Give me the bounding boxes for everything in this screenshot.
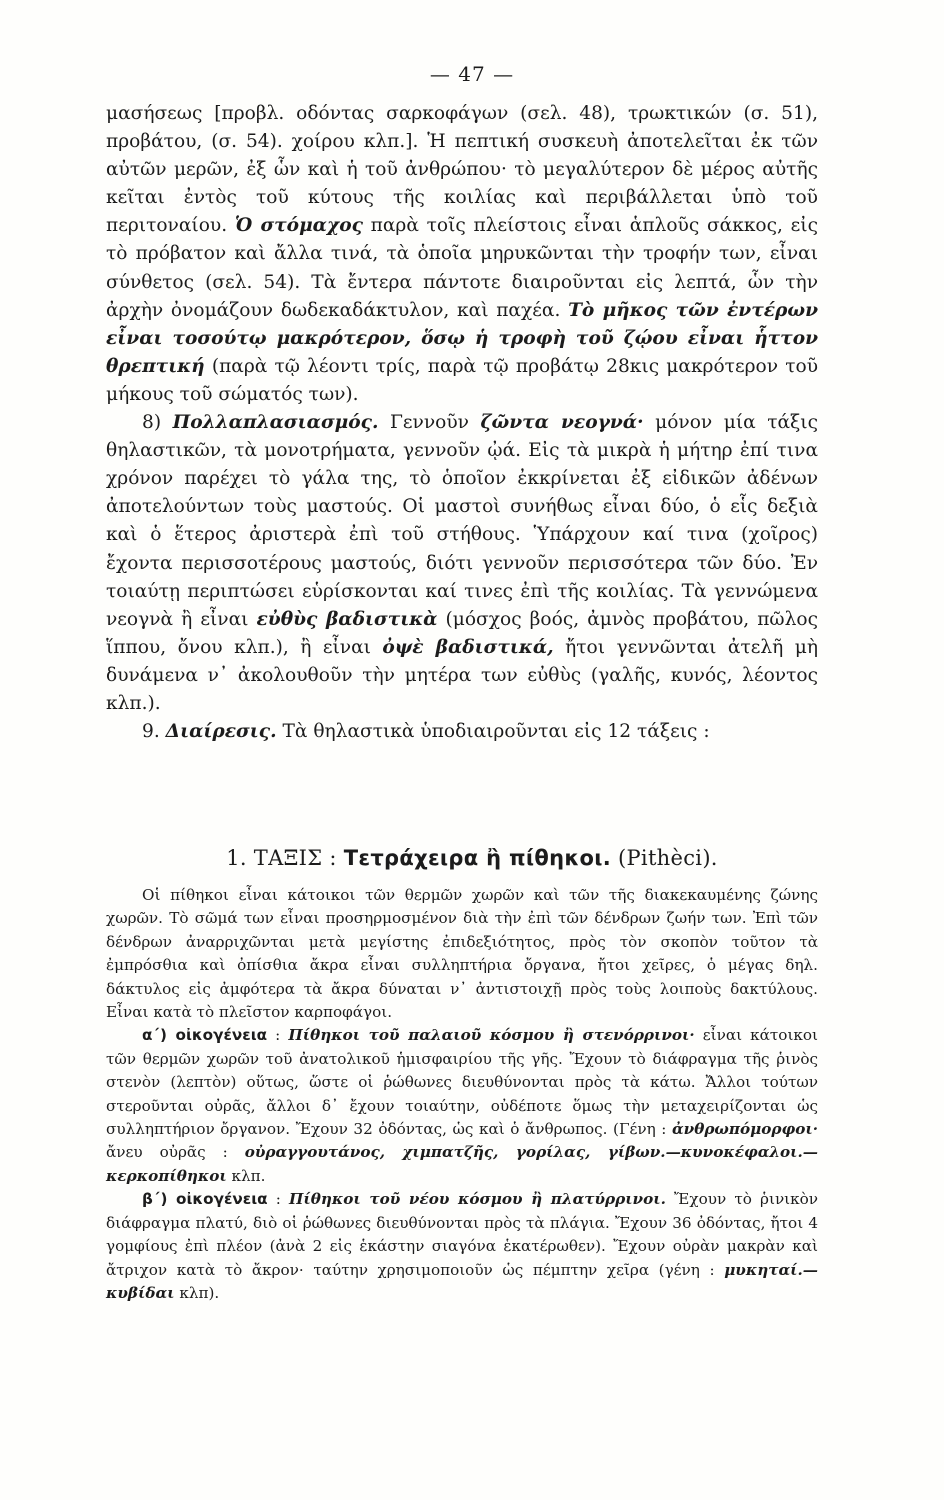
primates-text: [106, 884, 818, 1305]
family-a-label: α´) οἰκογένεια: [142, 1026, 268, 1045]
family-b-label: β´) οἰκογένεια: [142, 1190, 268, 1209]
main-text: [106, 100, 818, 746]
emphasis-stomach: Ὁ στόμαχος: [234, 215, 363, 237]
family-old-world: α´) οἰκογένεια : Πίθηκοι τοῦ παλαιοῦ κόσμου ἢ στενόρρινοι· εἶναι κάτοικοι τῶν θερμῶν χωρῶν τοῦ ἀνατολικοῦ ἡμισφαιρίου τῆς γῆς. Ἔχουν τὸ διάφραγμα τῆς ῥινὸς στενὸν (λεπτὸν) οὕτως, ὥστε οἱ ῥώθωνες διευθύνονται πρὸς τὰ κάτω. Ἄλλοι τούτων στεροῦνται οὐρᾶς, ἄλλοι δ᾽ ἔχουν τοιαύτην, οὐδέποτε ὅμως τὴν μεταχειρίζονται ὡς συλληπτήριον ὄργανον. Ἔχουν 32 ὀδόντας, ὡς καὶ ὁ ἄνθρωπος. (Γένη : ἀνθρωπόμορφοι· ἄνευ οὐρᾶς : οὐραγγουτάνος, χιμπατζῆς, γορίλας, γίβων.—κυνοκέφαλοι.—κερκοπίθηκοι κλπ.: [106, 1026, 818, 1185]
paragraph-reproduction: 8) Πολλαπλασιασμός. Γεννοῦν ζῶντα νεογνά· μόνον μία τάξις θηλαστικῶν, τὰ μονοτρήματα, γεννοῦν ᾠά. Εἰς τὰ μικρὰ ἡ μήτηρ ἐπί τινα χρόνον παρέχει τὸ γάλα της, τὸ ὁποῖον ἐκκρίνεται ἐξ εἰδικῶν ἀδένων ἀποτελούντων τοὺς μαστούς. Οἱ μαστοὶ συνήθως εἶναι δύο, ὁ εἷς δεξιὰ καὶ ὁ ἕτερος ἀριστερὰ ἐπὶ τοῦ στήθους. Ὑπάρχουν καί τινα (χοῖρος) ἔχοντα περισσοτέρους μαστούς, διότι γεννοῦν περισσότερα τῶν δύο. Ἐν τοιαύτῃ περιπτώσει εὑρίσκονται καί τινες ἐπὶ τῆς κοιλίας. Τὰ γεννώμενα νεογνὰ ἢ εἶναι εὐθὺς βαδιστικὰ (μόσχος βοός, ἀμνὸς προβάτου, πῶλος ἵππου, ὄνου κλπ.), ἢ εἶναι ὀψὲ βαδιστικά, ἤτοι γεννῶνται ἀτελῆ μὴ δυνάμενα ν᾽ ἀκολουθοῦν τὴν μητέρα των εὐθὺς (γαλῆς, κυνός, λέοντος κλπ.).: [106, 412, 818, 714]
term-live-young: ζῶντα νεογνά·: [480, 412, 644, 434]
primates-intro: Οἱ πίθηκοι εἶναι κάτοικοι τῶν θερμῶν χωρῶν καὶ τῶν τῆς διακεκαυμένης ζώνης χωρῶν. Τὸ σῶμά των εἶναι προσηρμοσμένον διὰ τὴν ἐπὶ τῶν δένδρων ζωήν των. Ἐπὶ τῶν δένδρων ἀναρριχῶνται μετὰ μεγίστης ἐπιδεξιότητος, πρὸς τὸν σκοπὸν τοῦτον τὰ ἐμπρόσθια καὶ ὀπίσθια ἄκρα εἶναι συλληπτήρια ὄργανα, ἤτοι χεῖρες, ὁ μέγας δηλ. δάκτυλος εἰς ἀμφότερα τὰ ἄκρα δύναται ν᾽ ἀντιστοιχῇ πρὸς τοὺς λοιποὺς δακτύλους. Εἶναι κατὰ τὸ πλεῖστον καρποφάγοι.: [106, 886, 818, 1022]
term-reproduction: Πολλαπλασιασμός.: [172, 412, 379, 434]
term-division: Διαίρεσις.: [165, 721, 277, 743]
emphasis-intestine-length: Τὸ μῆκος τῶν ἐντέρων εἶναι τοσούτῳ μακρότερον, ὅσῳ ἡ τροφὴ τοῦ ζῴου εἶναι ἧττον θρεπτική: [106, 299, 818, 377]
page-number: — 47 —: [429, 62, 515, 86]
term-altricial: ὀψὲ βαδιστικά,: [382, 636, 554, 658]
term-precocial: εὐθὺς βαδιστικὰ: [256, 608, 438, 630]
paragraph-digestion: μασήσεως [προβλ. οδόντας σαρκοφάγων (σελ. 48), τρωκτικών (σ. 51), προβάτου, (σ. 54). χοίρου κλπ.]. Ἡ πεπτική συσκευὴ ἀποτελεῖται ἐκ τῶν αὐτῶν μερῶν, ἐξ ὧν καὶ ἡ τοῦ ἀνθρώπου· τὸ μεγαλύτερον δὲ μέρος αὐτῆς κεῖται ἐντὸς τοῦ κύτους τῆς κοιλίας καὶ περιβάλλεται ὑπὸ τοῦ περιτοναίου. Ὁ στόμαχος παρὰ τοῖς πλείστοις εἶναι ἁπλοῦς σάκκος, εἰς τὸ πρόβατον καὶ ἄλλα τινά, τὰ ὁποῖα μηρυκῶνται τὴν τροφήν των, εἶναι σύνθετος (σελ. 54). Τὰ ἔντερα πάντοτε διαιροῦνται εἰς λεπτά, ὧν τὴν ἀρχὴν ὀνομάζουν δωδεκαδάκτυλον, καὶ παχέα. Τὸ μῆκος τῶν ἐντέρων εἶναι τοσούτῳ μακρότερον, ὅσῳ ἡ τροφὴ τοῦ ζῴου εἶναι ἧττον θρεπτική (παρὰ τῷ λέοντι τρίς, παρὰ τῷ προβάτῳ 28κις μακρότερον τοῦ μήκους τοῦ σώματός των).: [106, 103, 818, 405]
family-new-world: β´) οἰκογένεια : Πίθηκοι τοῦ νέου κόσμου ἢ πλατύρρινοι. Ἔχουν τὸ ῥινικὸν διάφραγμα πλατύ, διὸ οἱ ῥώθωνες διευθύνονται πρὸς τὰ πλάγια. Ἔχουν 36 ὀδόντας, ἤτοι 4 γομφίους ἐπὶ πλέον (ἀνὰ 2 εἰς ἑκάστην σιαγόνα ἑκατέρωθεν). Ἔχουν οὐρὰν μακρὰν καὶ ἄτριχον κατὰ τὸ ἄκρον· ταύτην χρησιμοποιοῦν ὡς πέμπτην χεῖρα (γένη : μυκηταί.—κυβίδαι κλπ).: [106, 1190, 818, 1302]
section-heading-order-1: 1. ΤΑΞΙΣ : Τετράχειρα ἢ πίθηκοι. (Pithèci).: [226, 846, 718, 870]
order-name: Τετράχειρα ἢ πίθηκοι.: [343, 846, 612, 870]
paragraph-division: 9. Διαίρεσις. Τὰ θηλαστικὰ ὑποδιαιροῦνται εἰς 12 τάξεις :: [142, 721, 710, 743]
